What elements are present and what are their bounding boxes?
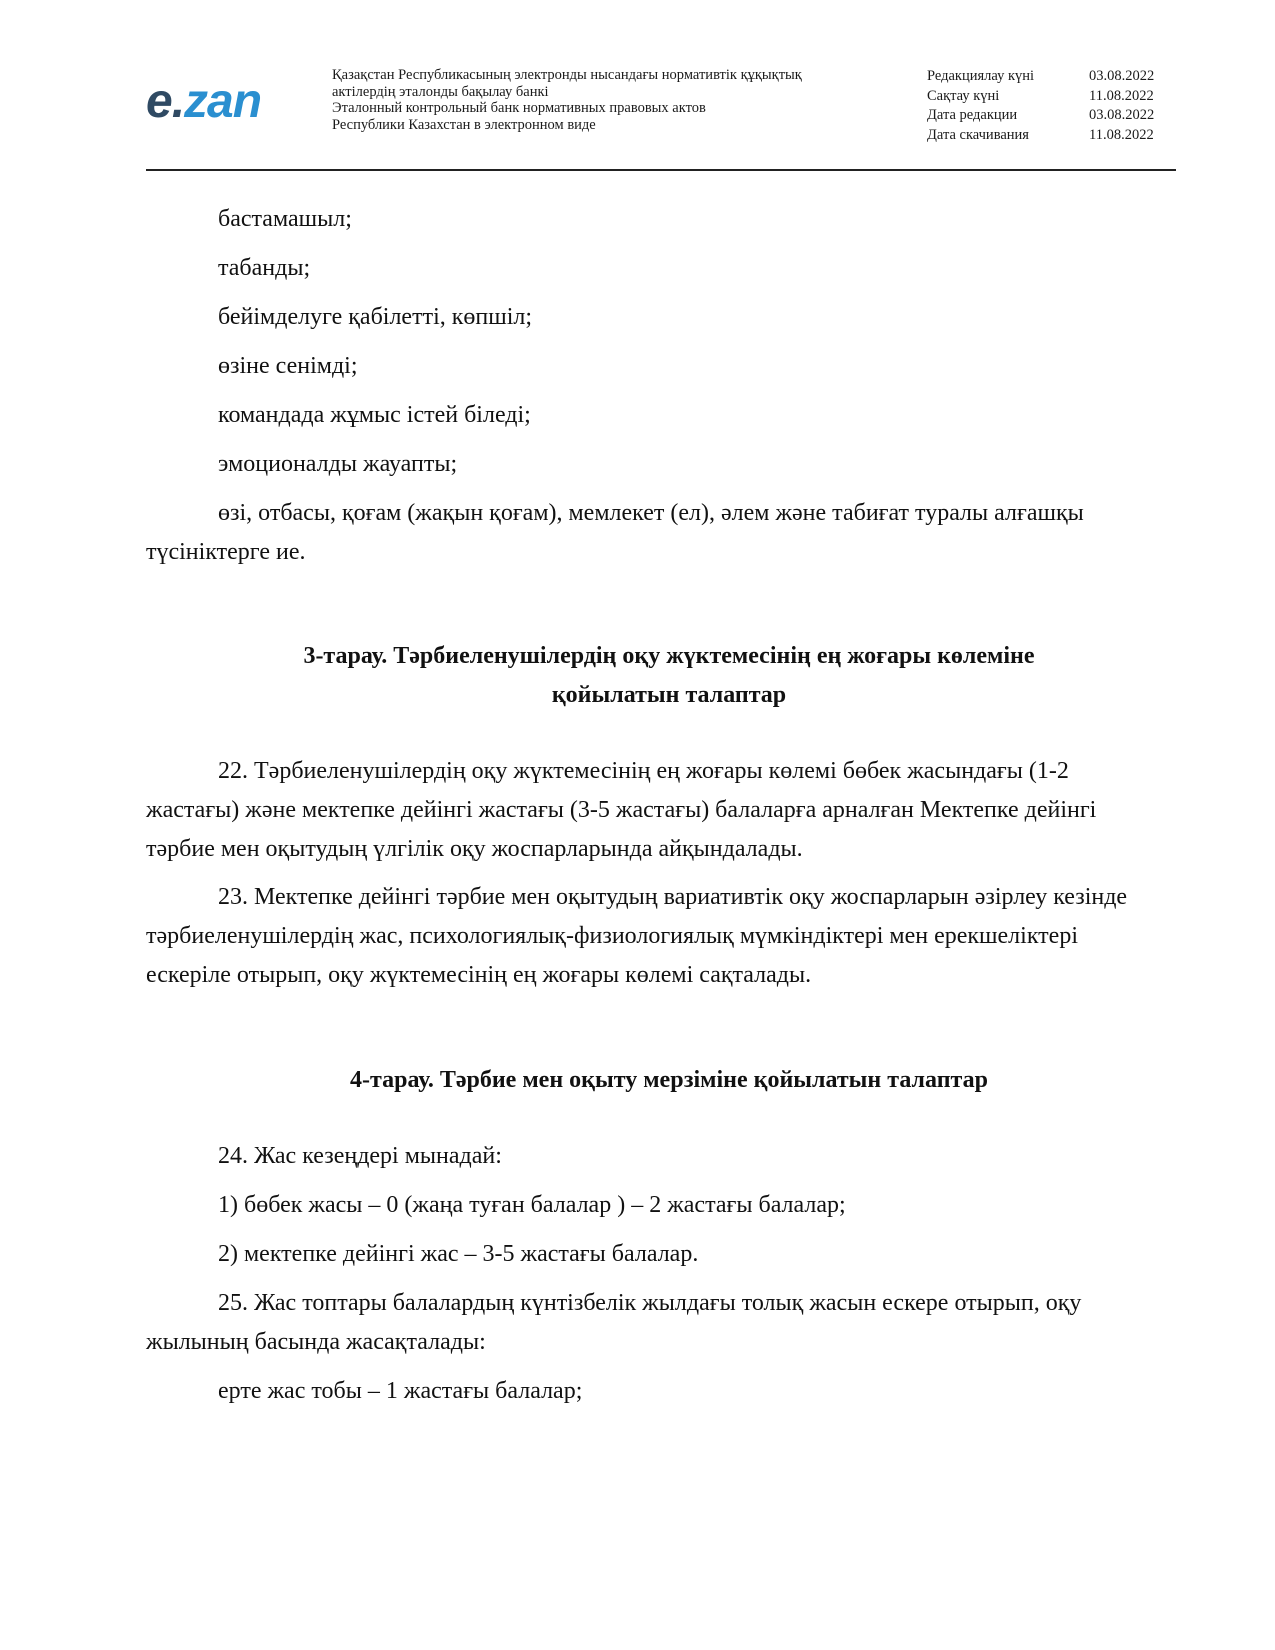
logo-part-zan: zan xyxy=(184,75,262,128)
meta-label: Сақтау күні xyxy=(927,87,1000,104)
paragraph-23: 23. Мектепке дейінгі тәрбие мен оқытудың вариативтік оқу жоспарларын әзірлеу кезінде тәрбиеленушілердің жас, психологиялық-физиологиялық мүмкіндіктері мен ерекшеліктері ескеріле отырып, оқу жүктемесінің ең жоғары көлемі сақталады. xyxy=(146,884,1128,988)
list-item: эмоционалды жауапты; xyxy=(218,451,458,477)
meta-label: Редакциялау күні xyxy=(927,68,1035,84)
meta-label: Дата редакции xyxy=(927,107,1018,123)
list-item: өзіне сенімді; xyxy=(218,353,358,379)
ezan-logo xyxy=(146,75,262,128)
meta-row xyxy=(927,106,1169,126)
document-header xyxy=(146,60,1176,170)
org-line: Қазақстан Республикасының электронды нысандағы нормативтік құқықтық xyxy=(332,67,802,83)
paragraph-24: 24. Жас кезеңдері мынадай: xyxy=(218,1143,502,1169)
meta-value: 11.08.2022 xyxy=(1089,126,1154,143)
meta-row xyxy=(927,67,1169,87)
list-item: табанды; xyxy=(218,255,311,281)
heading-line: 3-тарау. Тәрбиеленушілердің оқу жүктемесінің ең жоғары көлеміне xyxy=(303,643,1035,669)
logo-part-e: e xyxy=(146,75,172,128)
chapter-heading-4: 4-тарау. Тәрбие мен оқыту мерзіміне қойылатын талаптар xyxy=(350,1067,988,1093)
paragraph-22: 22. Тәрбиеленушілердің оқу жүктемесінің ең жоғары көлемі бөбек жасындағы (1-2 жастағы) және мектепке дейінгі жастағы (3-5 жастағы) балаларға арналған Мектепке дейінгі тәрбие мен оқытудың үлгілік оқу жоспарларында айқындалады. xyxy=(146,758,1097,862)
chapter-heading-3 xyxy=(146,637,1156,715)
org-line: актілердің эталонды бақылау банкі xyxy=(332,83,549,100)
heading-line: қойылатын талаптар xyxy=(551,682,787,708)
list-item: бейімделуге қабілетті, көпшіл; xyxy=(218,304,533,330)
paragraph-25: 25. Жас топтары балалардың күнтізбелік жылдағы толық жасын ескере отырып, оқу жылының басында жасақталады: xyxy=(146,1290,1082,1355)
paragraph: өзі, отбасы, қоғам (жақын қоғам), мемлекет (ел), әлем және табиғат туралы алғашқы түсініктерге ие. xyxy=(146,500,1084,565)
meta-value: 03.08.2022 xyxy=(1089,68,1155,84)
list-item: бастамашыл; xyxy=(218,206,352,232)
meta-label: Дата скачивания xyxy=(927,126,1029,143)
organization-name xyxy=(332,67,802,133)
header-divider xyxy=(146,169,1176,171)
list-item: командада жұмыс істей біледі; xyxy=(218,402,531,428)
list-item: ерте жас тобы – 1 жастағы балалар; xyxy=(218,1378,583,1404)
meta-row xyxy=(927,87,1169,107)
org-line: Республики Казахстан в электронном виде xyxy=(332,116,596,133)
document-body xyxy=(146,200,1156,1411)
meta-row xyxy=(927,126,1169,146)
document-dates xyxy=(927,67,1169,145)
list-item: 2) мектепке дейінгі жас – 3-5 жастағы балалар. xyxy=(218,1241,699,1267)
list-item: 1) бөбек жасы – 0 (жаңа туған балалар ) – 2 жастағы балалар; xyxy=(218,1192,846,1218)
logo-part-dot: . xyxy=(171,75,185,128)
meta-value: 03.08.2022 xyxy=(1089,107,1155,123)
meta-value: 11.08.2022 xyxy=(1089,87,1154,104)
org-line: Эталонный контрольный банк нормативных правовых актов xyxy=(332,100,706,116)
